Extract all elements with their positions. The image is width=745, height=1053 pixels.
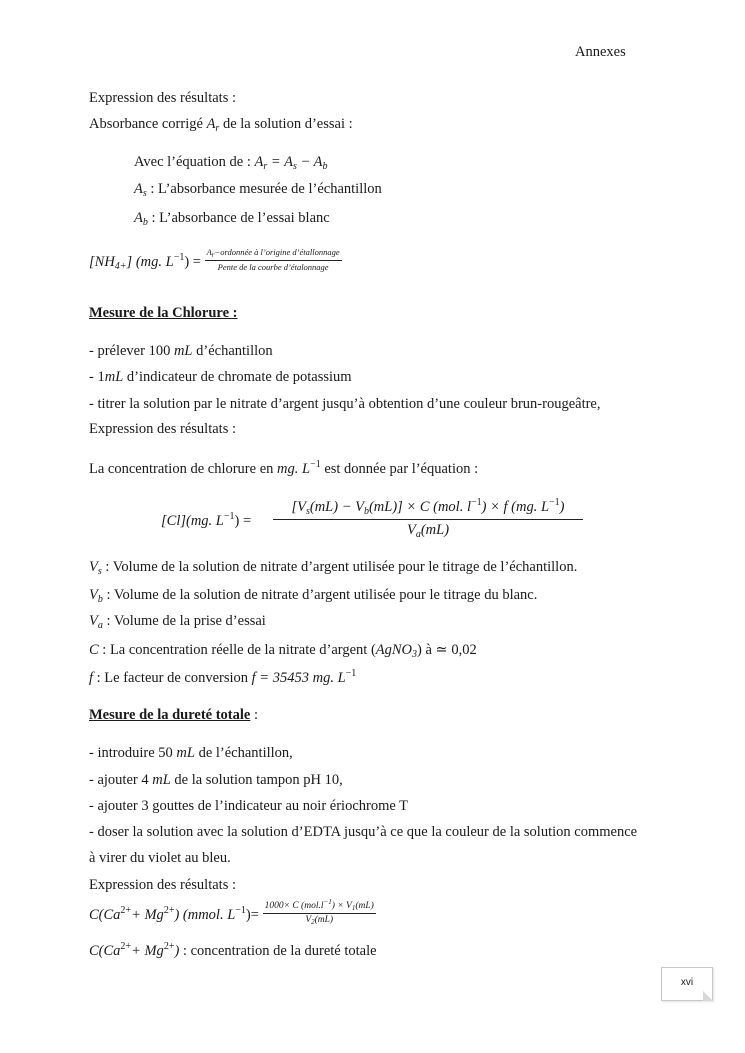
chlorure-concentration-line: La concentration de chlorure en mg. $L^{-1}$ est donnée par l’équation : — [89, 459, 479, 477]
va-definition: $V_a$ : Volume de la prise d’essai — [89, 613, 266, 631]
durete-step-4-continued: à virer du violet au bleu. — [89, 850, 231, 866]
durete-definition: $C(Ca^{2+}+ Mg^{2+})$ : concentration de la dureté totale — [89, 941, 377, 959]
as-definition: $A_s$ : L’absorbance mesurée de l’échantillon — [134, 181, 382, 199]
durete-heading: Mesure de la dureté totale — [89, 707, 251, 723]
vb-definition: $V_b$ : Volume de la solution de nitrate d’argent utilisée pour le titrage du blanc. — [89, 587, 538, 605]
expression-label: Expression des résultats : — [89, 90, 236, 106]
page-number: xvi — [680, 977, 694, 988]
f-definition: f : Le facteur de conversion f = 35453 mg. $L^{-1}$ — [89, 668, 357, 686]
page-fold-corner — [703, 991, 713, 1001]
page-number-box — [661, 967, 713, 1001]
absorbance-line: Absorbance corrigé $A_r$ de la solution d’essai : — [89, 116, 353, 134]
nh4-formula: $[NH_{4+}]$ (mg. $L^{-1}$) = $\frac{A_r-ordonnée à l’origine d’étallonnage}{\text{Pente de la courbe d’étalonnage}}$ — [89, 247, 340, 273]
durete-step-2: - ajouter 4 mL de la solution tampon pH 10, — [89, 772, 343, 788]
chlorure-formula-fraction: $[V_s(mL) - V_b(mL)] \times C$ (mol. $l^{-1}) \times f$ (mg. $L^{-1}$) $V_a(mL)$ — [273, 497, 583, 540]
durete-heading-line: Mesure de la dureté totale : — [89, 707, 258, 723]
chlorure-expression-label: Expression des résultats : — [89, 421, 236, 437]
vs-definition: $V_s$ : Volume de la solution de nitrate d’argent utilisée pour le titrage de l’échantillon. — [89, 559, 578, 577]
durete-step-3: - ajouter 3 gouttes de l’indicateur au noir ériochrome T — [89, 798, 409, 814]
equation-line: Avec l’équation de : $A_r = A_s - A_b$ — [134, 154, 328, 172]
chlorure-formula-lhs: [Cl](mg. $L^{-1}$) = — [161, 511, 252, 529]
chlorure-heading: Mesure de la Chlorure : — [89, 305, 238, 321]
durete-formula: $C(Ca^{2+}+ Mg^{2+})$ (mmol. $L^{-1})=$ $\frac{1000\times C (mol.l^{-1}) \times V_1(mL)}{V_2(mL)}$ — [89, 897, 374, 926]
running-header: Annexes — [575, 44, 626, 60]
chlorure-step-3: - titrer la solution par le nitrate d’argent jusqu’à obtention d’une couleur brun-rougeâtre, — [89, 396, 601, 412]
durete-step-1: - introduire 50 mL de l’échantillon, — [89, 745, 293, 761]
c-definition: C : La concentration réelle de la nitrate d’argent (AgNO$_3$) à ≃ 0,02 — [89, 642, 477, 660]
chlorure-step-2: - 1mL d’indicateur de chromate de potassium — [89, 369, 352, 385]
durete-expression-label: Expression des résultats : — [89, 877, 236, 893]
chlorure-step-1: - prélever 100 mL d’échantillon — [89, 343, 273, 359]
durete-step-4: - doser la solution avec la solution d’EDTA jusqu’à ce que la couleur de la solution commence — [89, 824, 638, 840]
ab-definition: $A_b$ : L’absorbance de l’essai blanc — [134, 210, 330, 228]
